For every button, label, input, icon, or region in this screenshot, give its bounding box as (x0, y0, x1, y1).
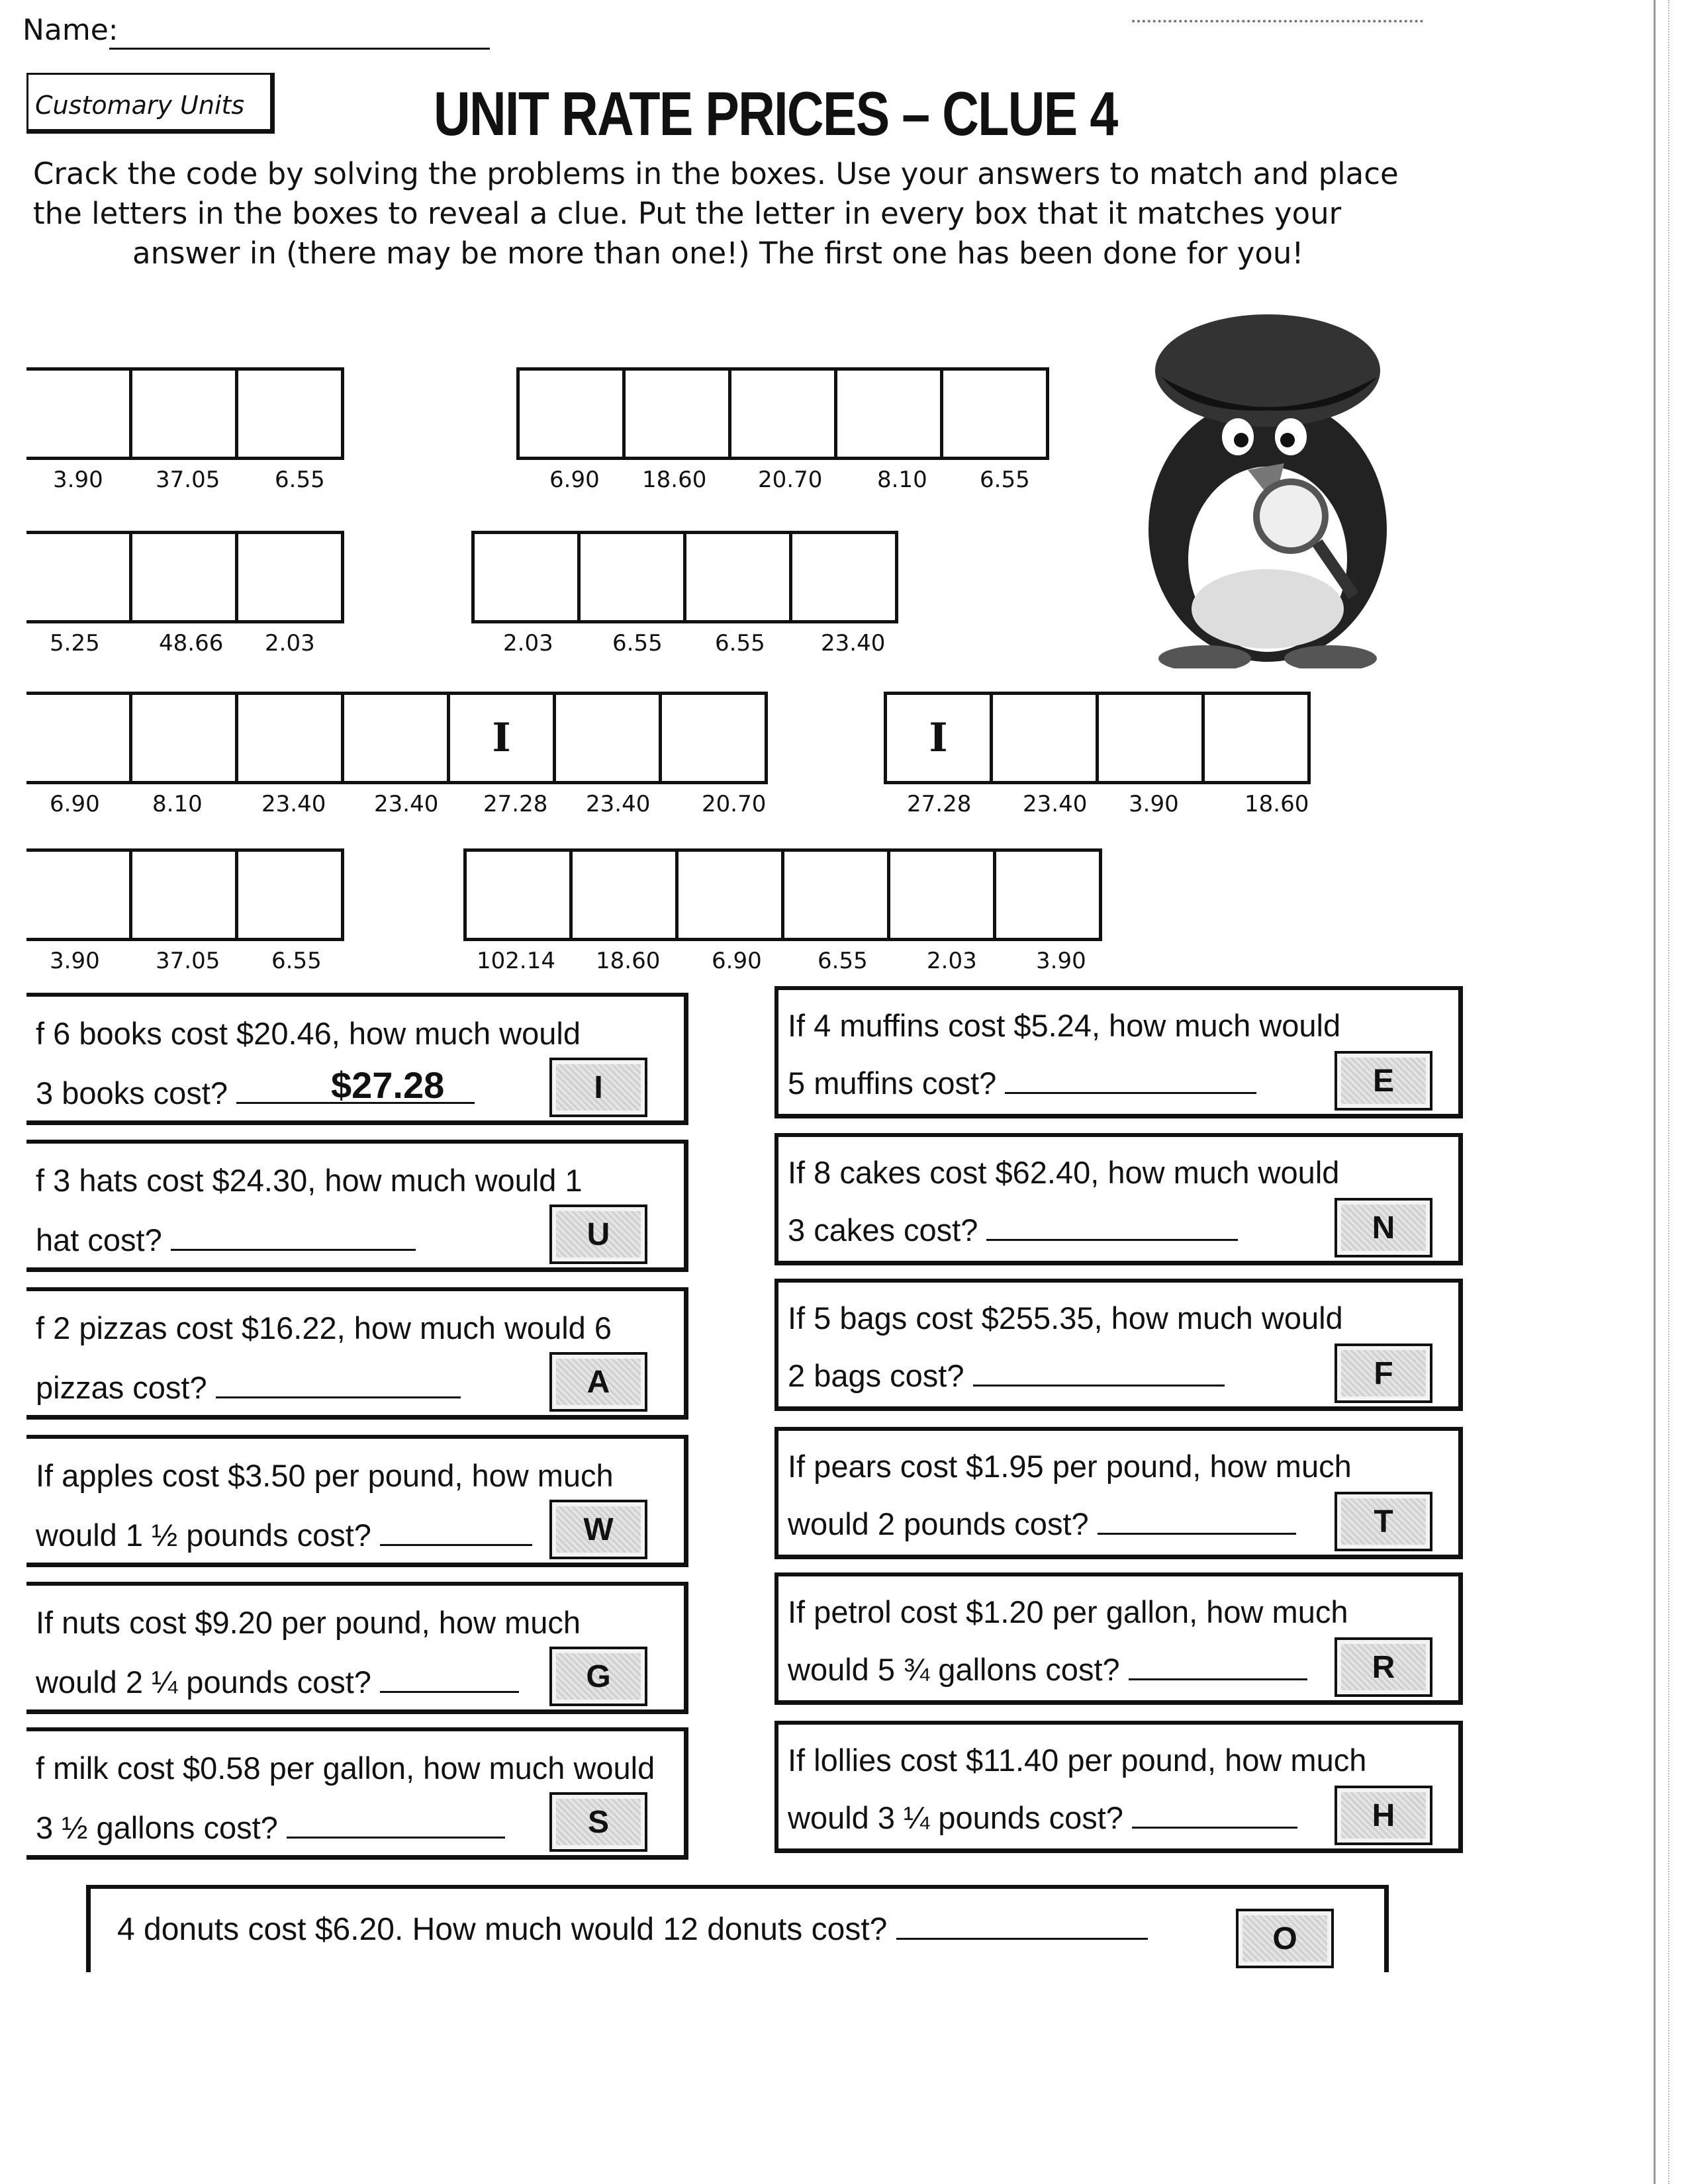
code-cell[interactable] (887, 848, 996, 941)
code-cell-label: 37.05 (156, 467, 220, 493)
answer-line[interactable] (1129, 1649, 1307, 1680)
code-cell-label: 6.55 (715, 630, 765, 657)
problem-line-1: If lollies cost $11.40 per pound, how much (788, 1743, 1367, 1778)
problem-box (774, 1427, 1463, 1559)
problem-line-1: If apples cost $3.50 per pound, how much (36, 1458, 614, 1493)
problem-line-2 (36, 1807, 505, 1846)
written-answer: $27.28 (331, 1064, 445, 1106)
problem-question: 2 bags cost? (788, 1358, 964, 1393)
code-cell-label: 18.60 (596, 948, 661, 974)
code-cell-label: 27.28 (907, 791, 972, 817)
code-cell-label: 6.55 (271, 948, 322, 974)
code-cell[interactable] (569, 848, 679, 941)
name-input-line[interactable] (109, 48, 490, 50)
code-cell-label: 23.40 (261, 791, 326, 817)
unit-tag: Customary Units (26, 73, 275, 134)
code-cell-label: 3.90 (1036, 948, 1086, 974)
letter-tile: R (1335, 1637, 1432, 1697)
code-cell-label: 6.55 (275, 467, 325, 493)
code-cell[interactable] (26, 848, 132, 941)
problem-line-2 (788, 1649, 1307, 1688)
code-cell[interactable] (940, 367, 1049, 460)
code-cell-label: 2.03 (927, 948, 977, 974)
code-cell-label: 20.70 (758, 467, 823, 493)
problem-question: would 2 pounds cost? (788, 1506, 1089, 1541)
problem-question: would 1 ½ pounds cost? (36, 1518, 371, 1553)
answer-line[interactable] (171, 1220, 416, 1251)
answer-line[interactable] (1005, 1063, 1256, 1094)
code-cell[interactable] (1096, 692, 1205, 784)
code-cell-label: 102.14 (477, 948, 555, 974)
bottom-problem-question: 4 donuts cost $6.20. How much would 12 donuts cost? (117, 1912, 888, 1947)
code-cell[interactable] (341, 692, 450, 784)
bottom-problem-text (117, 1909, 1148, 1948)
problem-line-1: f 6 books cost $20.46, how much would (36, 1016, 581, 1051)
code-cell[interactable] (26, 531, 132, 623)
problem-question: 3 books cost? (36, 1075, 228, 1111)
code-cell[interactable] (789, 531, 898, 623)
letter-tile: E (1335, 1051, 1432, 1111)
code-cell[interactable] (26, 692, 132, 784)
code-cell-label: 27.28 (483, 791, 548, 817)
code-cell[interactable] (1201, 692, 1311, 784)
answer-line[interactable] (380, 1515, 532, 1546)
problem-question: would 2 ¼ pounds cost? (36, 1664, 371, 1700)
code-cell[interactable]: I (884, 692, 993, 784)
code-cell[interactable] (235, 848, 344, 941)
letter-tile: T (1335, 1492, 1432, 1551)
code-cell-label: 6.55 (612, 630, 663, 657)
answer-line[interactable] (896, 1909, 1148, 1940)
code-cell[interactable] (577, 531, 686, 623)
letter-tile: W (549, 1500, 647, 1559)
penguin-detective-illustration (1125, 298, 1417, 668)
problem-question: hat cost? (36, 1222, 162, 1257)
problem-line-1: If 8 cakes cost $62.40, how much would (788, 1155, 1340, 1190)
problem-line-2 (788, 1210, 1238, 1249)
problem-box (774, 986, 1463, 1118)
problem-box (26, 1582, 688, 1714)
answer-line[interactable] (380, 1662, 519, 1693)
problem-box (26, 1140, 688, 1272)
code-cell-label: 23.40 (586, 791, 651, 817)
problem-line-1: f 2 pizzas cost $16.22, how much would 6 (36, 1310, 612, 1345)
page-title: UNIT RATE PRICES – CLUE 4 (434, 79, 1117, 148)
code-cell-label: 5.25 (50, 630, 100, 657)
problem-line-2 (36, 1367, 461, 1406)
code-cell[interactable] (235, 531, 344, 623)
code-cell[interactable] (129, 531, 238, 623)
answer-line[interactable] (216, 1367, 461, 1398)
answer-line[interactable] (1098, 1504, 1296, 1535)
problem-line-2 (36, 1515, 532, 1554)
code-cell-label: 6.90 (50, 791, 100, 817)
answer-line[interactable] (986, 1210, 1238, 1241)
letter-tile: G (549, 1647, 647, 1706)
code-cell-label: 6.90 (712, 948, 762, 974)
problem-box (26, 1727, 688, 1860)
code-cell-label: 20.70 (702, 791, 767, 817)
code-cell[interactable] (235, 367, 344, 460)
letter-tile: N (1335, 1198, 1432, 1257)
answer-line[interactable] (1132, 1797, 1297, 1829)
problem-box (774, 1133, 1463, 1265)
problem-line-2 (788, 1063, 1256, 1102)
problem-box (26, 1435, 688, 1567)
problem-box (774, 1572, 1463, 1705)
code-cell[interactable] (26, 367, 132, 460)
letter-tile: H (1335, 1786, 1432, 1845)
problem-line-1: If 4 muffins cost $5.24, how much would (788, 1008, 1341, 1043)
problem-line-2 (788, 1355, 1225, 1394)
problem-question: would 3 ¼ pounds cost? (788, 1800, 1123, 1835)
code-cell[interactable] (553, 692, 662, 784)
answer-line[interactable] (973, 1355, 1225, 1387)
letter-tile: I (549, 1058, 647, 1117)
letter-tile: A (549, 1352, 647, 1412)
code-cell-label: 2.03 (503, 630, 553, 657)
code-cell[interactable] (235, 692, 344, 784)
problem-line-2 (36, 1662, 519, 1701)
code-cell-label: 8.10 (877, 467, 927, 493)
problem-line-1: If nuts cost $9.20 per pound, how much (36, 1605, 581, 1640)
code-cell[interactable] (993, 848, 1102, 941)
code-cell-label: 6.90 (549, 467, 600, 493)
code-cell[interactable] (990, 692, 1099, 784)
page-edge (1654, 0, 1656, 2184)
code-cell[interactable] (129, 367, 238, 460)
code-cell-label: 48.66 (159, 630, 224, 657)
code-cell[interactable] (728, 367, 837, 460)
code-cell-label: 23.40 (821, 630, 886, 657)
problem-line-2 (788, 1504, 1296, 1543)
header-scribble (1132, 20, 1423, 23)
code-cell[interactable] (659, 692, 768, 784)
problem-question: 3 cakes cost? (788, 1212, 978, 1248)
problem-question: pizzas cost? (36, 1370, 207, 1405)
code-cell[interactable] (129, 848, 238, 941)
code-cell[interactable] (781, 848, 890, 941)
problem-line-2 (788, 1797, 1297, 1837)
problem-line-1: f milk cost $0.58 per gallon, how much would (36, 1751, 655, 1786)
problem-line-1: If petrol cost $1.20 per gallon, how much (788, 1594, 1348, 1629)
answer-line[interactable] (287, 1807, 505, 1839)
name-label: Name: (23, 13, 118, 47)
letter-tile-o: O (1236, 1909, 1334, 1968)
code-cell-label: 8.10 (152, 791, 203, 817)
code-cell[interactable] (463, 848, 573, 941)
code-cell[interactable] (675, 848, 784, 941)
code-cell[interactable] (834, 367, 943, 460)
problem-line-1: If pears cost $1.95 per pound, how much (788, 1449, 1352, 1484)
instruction-line-1: Crack the code by solving the problems in the boxes. Use your answers to match and place (33, 156, 1399, 191)
code-cell-label: 18.60 (1244, 791, 1309, 817)
letter-tile: F (1335, 1343, 1432, 1403)
instruction-line-2: the letters in the boxes to reveal a clue. Put the letter in every box that it matches your (33, 196, 1342, 231)
problem-box (774, 1721, 1463, 1853)
problem-line-1: f 3 hats cost $24.30, how much would 1 (36, 1163, 583, 1198)
code-cell-label: 6.55 (818, 948, 868, 974)
code-cell-label: 23.40 (1023, 791, 1088, 817)
code-cell-label: 18.60 (642, 467, 707, 493)
instruction-line-3: answer in (there may be more than one!) The first one has been done for you! (132, 236, 1304, 271)
letter-tile: S (549, 1792, 647, 1852)
code-cell[interactable] (683, 531, 792, 623)
code-cell-label: 3.90 (50, 948, 100, 974)
page-edge-dotted (1668, 0, 1669, 2184)
problem-question: 3 ½ gallons cost? (36, 1810, 278, 1845)
problem-box (774, 1279, 1463, 1411)
problem-question: 5 muffins cost? (788, 1066, 997, 1101)
code-cell[interactable] (129, 692, 238, 784)
code-cell[interactable] (471, 531, 581, 623)
code-cell-label: 6.55 (980, 467, 1030, 493)
letter-tile: U (549, 1205, 647, 1264)
code-cell-label: 3.90 (1129, 791, 1179, 817)
bottom-problem-box (86, 1885, 1389, 1972)
code-cell[interactable] (516, 367, 626, 460)
code-cell[interactable]: I (447, 692, 556, 784)
problem-box (26, 1287, 688, 1420)
problem-question: would 5 ¾ gallons cost? (788, 1652, 1120, 1687)
code-cell-label: 2.03 (265, 630, 315, 657)
problem-line-1: If 5 bags cost $255.35, how much would (788, 1300, 1343, 1336)
code-cell[interactable] (622, 367, 731, 460)
code-cell-label: 3.90 (53, 467, 103, 493)
code-cell-label: 23.40 (374, 791, 439, 817)
code-cell-label: 37.05 (156, 948, 220, 974)
problem-line-2 (36, 1220, 416, 1259)
